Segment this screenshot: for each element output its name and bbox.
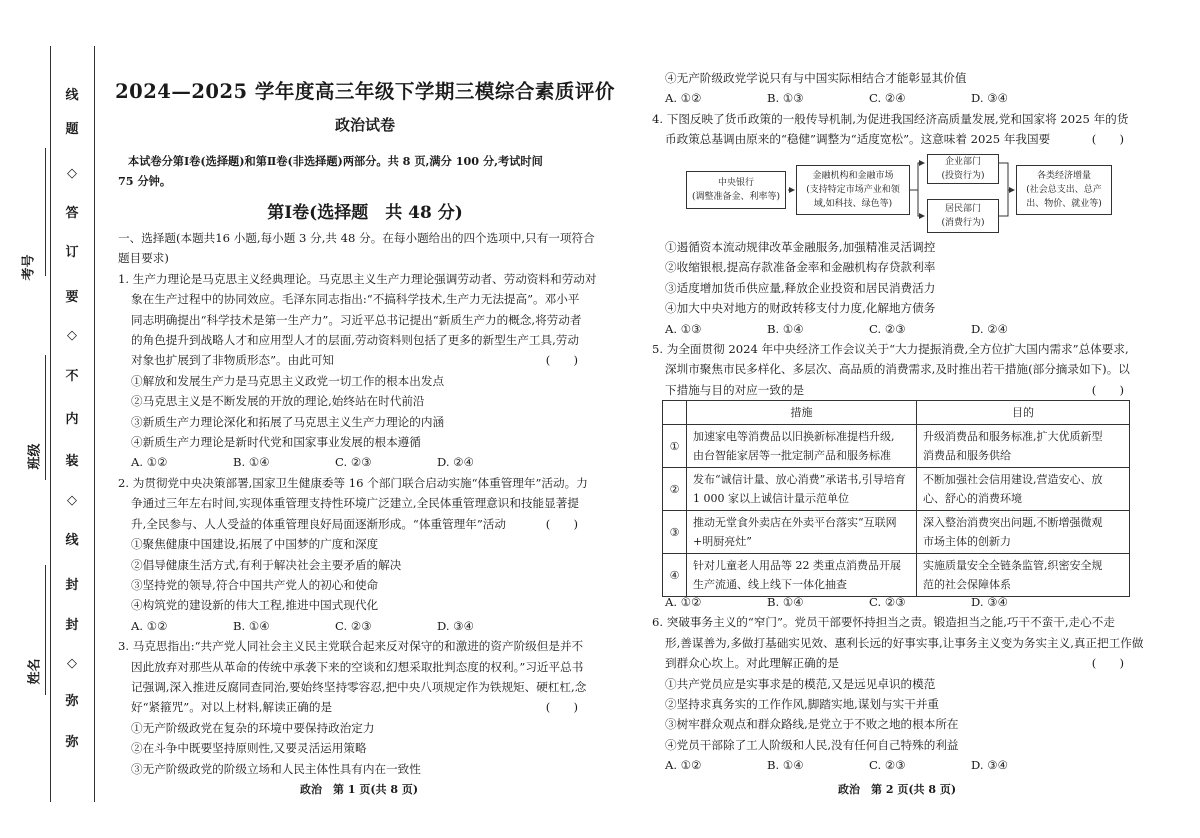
q2-options <box>118 616 596 636</box>
option-c[interactable]: C. ②③ <box>869 595 906 609</box>
binding-line-left <box>50 46 51 802</box>
table-header: 措施 <box>687 401 917 425</box>
answer-paren: ( ) <box>1091 132 1124 147</box>
margin-mark: 弥 <box>65 735 79 750</box>
q1-options <box>118 452 596 472</box>
table-row: ① 加速家电等消费品以旧换新标准提档升级, 由台智能家居等一批定制产品和服务标准 升级消费品和服务标准,扩大优质新型 消费品和服务供给 <box>663 425 1130 468</box>
margin-mark: ◇ <box>67 656 77 671</box>
option-d[interactable]: D. ③④ <box>971 595 1009 609</box>
measures-table <box>662 400 1130 597</box>
flow-box-enterprises: 企业部门 (投资行为) <box>927 154 999 184</box>
answer-paren: ( ) <box>1091 382 1124 397</box>
question-6: 6. 突破事务主义的“窄门”。党员干部要怀持担当之责。锻造担当之能,巧干不蛮干,走心不走 形,善谋善为,多做打基础实见效、惠利长远的好事实事,让事务主义变为务实主义,真正把工作做 到群众心坎上。对此理解正确的是 ( ) ①共产党员应是实事求是的模范,又是远见卓识的模范 ②坚持求真务实的工作作风,脚踏实地,谋划与实干并重 ③树牢群众观点和群众路线,是党立于不败之地的根本所在 ④党员干部除了工人阶级和人民,没有任何自己特殊的利益 A. ①② B. ①④ C. ②③ D. ③④ <box>652 612 1142 775</box>
exam-intro: 本试卷分第Ⅰ卷(选择题)和第Ⅱ卷(非选择题)两部分。共 8 页,满分 100 分,考试时间 75 分钟。 <box>118 154 543 188</box>
margin-mark: 线 <box>65 533 79 548</box>
option-d[interactable]: D. ③④ <box>971 758 1009 773</box>
option-b[interactable]: B. ①③ <box>767 91 804 106</box>
margin-mark: 答 <box>65 206 79 221</box>
exam-no-label: 考号 <box>21 254 37 281</box>
q6-options <box>652 755 1142 775</box>
table-row: ③ 推动无堂食外卖店在外卖平台落实“互联网 +明厨亮灶” 深入整治消费突出问题,不断增强微观 市场主体的创新力 <box>663 511 1130 554</box>
option-a[interactable]: A. ①② <box>131 455 168 470</box>
q4-options <box>652 319 1142 339</box>
option-d[interactable]: D. ③④ <box>971 91 1009 106</box>
option-a[interactable]: A. ①② <box>665 758 702 773</box>
answer-paren: ( ) <box>545 353 578 368</box>
option-a[interactable]: A. ①② <box>665 91 702 106</box>
class-label: 班级 <box>27 443 43 470</box>
option-b[interactable]: B. ①④ <box>767 321 804 336</box>
margin-mark: 线 <box>65 88 79 103</box>
flow-box-economic-increment: 各类经济增量 (社会总支出、总产 出、物价、就业等) <box>1016 165 1112 215</box>
section-instructions: 一、选择题(本题共16 小题,每小题 3 分,共 48 分。在每小题给出的四个选项中,只有一项符合 <box>118 231 595 245</box>
option-c[interactable]: C. ②④ <box>869 91 906 106</box>
page-1-footer: 政治 第 1 页(共 8 页) <box>300 783 419 796</box>
option-a[interactable]: A. ①② <box>665 595 702 609</box>
flow-box-financial-institutions: 金融机构和金融市场 (支持特定市场产业和领 域,如科技、绿色等) <box>796 165 910 215</box>
exam-subtitle: 政治试卷 <box>334 116 395 134</box>
margin-mark: 内 <box>65 412 79 427</box>
margin-mark: 封 <box>65 578 79 593</box>
margin-mark: ◇ <box>67 493 77 508</box>
q5-options <box>652 592 1142 612</box>
table-header: 目的 <box>917 401 1130 425</box>
option-c[interactable]: C. ②③ <box>869 758 906 773</box>
margin-mark: 题 <box>65 122 79 137</box>
option-d[interactable]: D. ③④ <box>437 618 475 633</box>
option-d[interactable]: D. ②④ <box>971 321 1009 336</box>
exam-no-underline[interactable] <box>45 148 46 276</box>
binding-line-right <box>94 46 95 802</box>
option-a[interactable]: A. ①③ <box>665 321 702 336</box>
table-row: ④ 针对儿童老人用品等 22 类重点消费品开展 生产流通、线上线下一体化抽查 实施质量安全全链条监管,织密安全规 范的社会保障体系 <box>663 554 1130 597</box>
question-4: 4. 下图反映了货币政策的一般传导机制,为促进我国经济高质量发展,党和国家将 2025 年的货 币政策总基调由原来的“稳健”调整为“适度宽松”。这意味着 2025 年我国要 ( ) <box>652 109 1142 150</box>
flow-box-central-bank: 中央银行 (调整准备金、利率等) <box>686 171 786 209</box>
name-underline[interactable] <box>45 565 46 695</box>
margin-mark: 封 <box>65 618 79 633</box>
answer-paren: ( ) <box>545 516 578 531</box>
margin-mark: 要 <box>65 290 79 305</box>
right-body-top: ④无产阶级政党学说只有与中国实际相结合才能彰显其价值 A. ①② B. ①③ C. ②④ D. ③④ 4. 下图反映了货币政策的一般传导机制,为促进我国经济高质量发展,党和国家将 2025 年的货 币政策总基调由原来的“稳健”调整为“适度宽松”。这意味着 2025 年我国要 ( ) <box>652 68 1142 150</box>
margin-mark: ◇ <box>67 166 77 181</box>
option-b[interactable]: B. ①④ <box>767 595 804 609</box>
margin-mark: 不 <box>65 369 79 384</box>
question-5: 5. 为全面贯彻 2024 年中央经济工作会议关于“大力提振消费,全方位扩大国内需求”总体要求, 深圳市聚焦市民多样化、多层次、高品质的消费需求,及时推出若干措施(部分摘录如下)。以 下措施与目的对应一致的是 ( ) <box>652 339 1142 400</box>
answer-paren: ( ) <box>545 700 578 715</box>
flow-box-residents: 居民部门 (消费行为) <box>927 199 999 233</box>
option-c[interactable]: C. ②③ <box>335 618 372 633</box>
right-body-bottom <box>652 592 1142 776</box>
option-d[interactable]: D. ②④ <box>437 455 475 470</box>
right-body-mid: ①遏循资本流动规律改革金融服务,加强精准灵活调控 ②收缩银根,提高存款准备金率和金融机构存贷款利率 ③适度增加货币供应量,释放企业投资和居民消费活力 ④加大中央对地方的财政转移支付力度,化解地方债务 A. ①③ B. ①④ C. ②③ D. ②④ 5. 为全面贯彻 2024 年中央经济工作会议关于“大力提振消费,全方位扩大国内需求”总体要求, 深圳市聚焦市民多样化、多层次、高品质的消费需求,及时推出若干措施(部分摘录如下)。以 下措施与目的对应一致的是 ( ) <box>652 237 1142 400</box>
section-heading: 第Ⅰ卷(选择题 共 48 分) <box>267 203 463 223</box>
exam-title: 2024—2025 学年度高三年级下学期三模综合素质评价 <box>115 80 615 103</box>
option-b[interactable]: B. ①④ <box>233 618 270 633</box>
answer-paren: ( ) <box>1091 656 1124 671</box>
option-b[interactable]: B. ①④ <box>233 455 270 470</box>
class-underline[interactable] <box>45 355 46 480</box>
question-1: 1. 生产力理论是马克思主义经典理论。马克思主义生产力理论强调劳动者、劳动资料和劳动对 象在生产过程中的协同效应。毛泽东同志指出:“不搞科学技术,生产力无法提高”。邓小平 同志明确提出“科学技术是第一生产力”。习近平总书记提出“新质生产力的概念,将劳动者 的角色提升到战略人才和应用型人才的层面,劳动资料则包括了更多的新型生产工具,劳动 对象也扩展到了非物质形态”。由此可知 ( ) ①解放和发展生产力是马克思主义政党一切工作的根本出发点 ②马克思主义是不断发展的开放的理论,始终站在时代前沿 ③新质生产力理论深化和拓展了马克思主义生产力理论的内涵 ④新质生产力理论是新时代党和国家事业发展的根本遵循 A. ①② B. ①④ C. ②③ D. ②④ <box>118 269 596 473</box>
name-label: 姓名 <box>27 658 43 685</box>
question-2: 2. 为贯彻党中央决策部署,国家卫生健康委等 16 个部门联合启动实施“体重管理年”活动。力 争通过三年左右时间,实现体重管理支持性环境广泛建立,全民体重管理意识和技能显著提 升,全民参与、人人受益的体重管理良好局面逐渐形成。“体重管理年”活动 ( ) ①聚焦健康中国建设,拓展了中国梦的广度和深度 ②倡导健康生活方式,有利于解决社会主要矛盾的解决 ③坚持党的领导,符合中国共产党人的初心和使命 ④构筑党的建设新的伟大工程,推进中国式现代化 A. ①② B. ①④ C. ②③ D. ③④ <box>118 473 596 636</box>
page-2-footer: 政治 第 2 页(共 8 页) <box>838 783 957 796</box>
margin-mark: ◇ <box>67 328 77 343</box>
margin-mark: 装 <box>65 454 79 469</box>
margin-mark: 弥 <box>65 694 79 709</box>
left-body: 一、选择题(本题共16 小题,每小题 3 分,共 48 分。在每小题给出的四个选项中,只有一项符合 题目要求) 1. 生产力理论是马克思主义经典理论。马克思主义生产力理论强调劳动者、劳动资料和劳动对 象在生产过程中的协同效应。毛泽东同志指出:“不搞科学技术,生产力无法提高”。邓小平 同志明确提出“科学技术是第一生产力”。习近平总书记提出“新质生产力的概念,将劳动者 的角色提升到战略人才和应用型人才的层面,劳动资料则包括了更多的新型生产工具,劳动 对象也扩展到了非物质形态”。由此可知 ( ) ①解放和发展生产力是马克思主义政党一切工作的根本出发点 ②马克思主义是不断发展的开放的理论,始终站在时代前沿 ③新质生产力理论深化和拓展了马克思主义生产力理论的内涵 ④新质生产力理论是新时代党和国家事业发展的根本遵循 A. ①② B. ①④ C. ②③ D. ②④ 2. 为贯彻党中央决策部署,国家卫生健康委等 16 个部门联合启动实施“体重管理年”活动。力 争通过三年左右时间,实现体重管理支持性环境广泛建立,全民体重管理意识和技能显著提 升,全民参与、人人受益的体重管理良好局面逐渐形成。“体重管理年”活动 ( ) ①聚焦健康中国建设,拓展了中国梦的广度和深度 ②倡导健康生活方式,有利于解决社会主要矛盾的解决 ③坚持党的领导,符合中国共产党人的初心和使命 ④构筑党的建设新的伟大工程,推进中国式现代化 A. ①② B. ①④ C. ②③ D. ③④ 3. 马克思指出:“共产党人同社会主义民主党联合起来反对保守的和激进的资产阶级但是并不 因此放弃对那些从革命的传统中承袭下来的空谈和幻想采取批判态度的权利。”习近平总书 记强调,深入推进反腐同查同治,要始终坚持零容忍,把中央八项规定作为铁规矩、硬杠杠,念 好“紧箍咒”。对以上材料,解读正确的是 ( ) ①无产阶级政党在复杂的环境中要保持政治定力 ②在斗争中既要坚持原则性,又要灵活运用策略 ③无产阶级政党的阶级立场和人民主体性具有内在一致性 <box>118 228 596 779</box>
q3-options <box>652 88 1142 108</box>
question-3: 3. 马克思指出:“共产党人同社会主义民主党联合起来反对保守的和激进的资产阶级但是并不 因此放弃对那些从革命的传统中承袭下来的空谈和幻想采取批判态度的权利。”习近平总书 记强调,深入推进反腐同查同治,要始终坚持零容忍,把中央八项规定作为铁规矩、硬杠杠,念 好“紧箍咒”。对以上材料,解读正确的是 ( ) ①无产阶级政党在复杂的环境中要保持政治定力 ②在斗争中既要坚持原则性,又要灵活运用策略 ③无产阶级政党的阶级立场和人民主体性具有内在一致性 <box>118 636 596 779</box>
margin-mark: 订 <box>65 245 79 260</box>
option-c[interactable]: C. ②③ <box>335 455 372 470</box>
table-row: ② 发布“诚信计量、放心消费”承诺书,引导培育 1 000 家以上诚信计量示范单位 不断加强社会信用建设,营造安心、放 心、舒心的消费环境 <box>663 468 1130 511</box>
option-a[interactable]: A. ①② <box>131 618 168 633</box>
option-b[interactable]: B. ①④ <box>767 758 804 773</box>
option-c[interactable]: C. ②③ <box>869 321 906 336</box>
